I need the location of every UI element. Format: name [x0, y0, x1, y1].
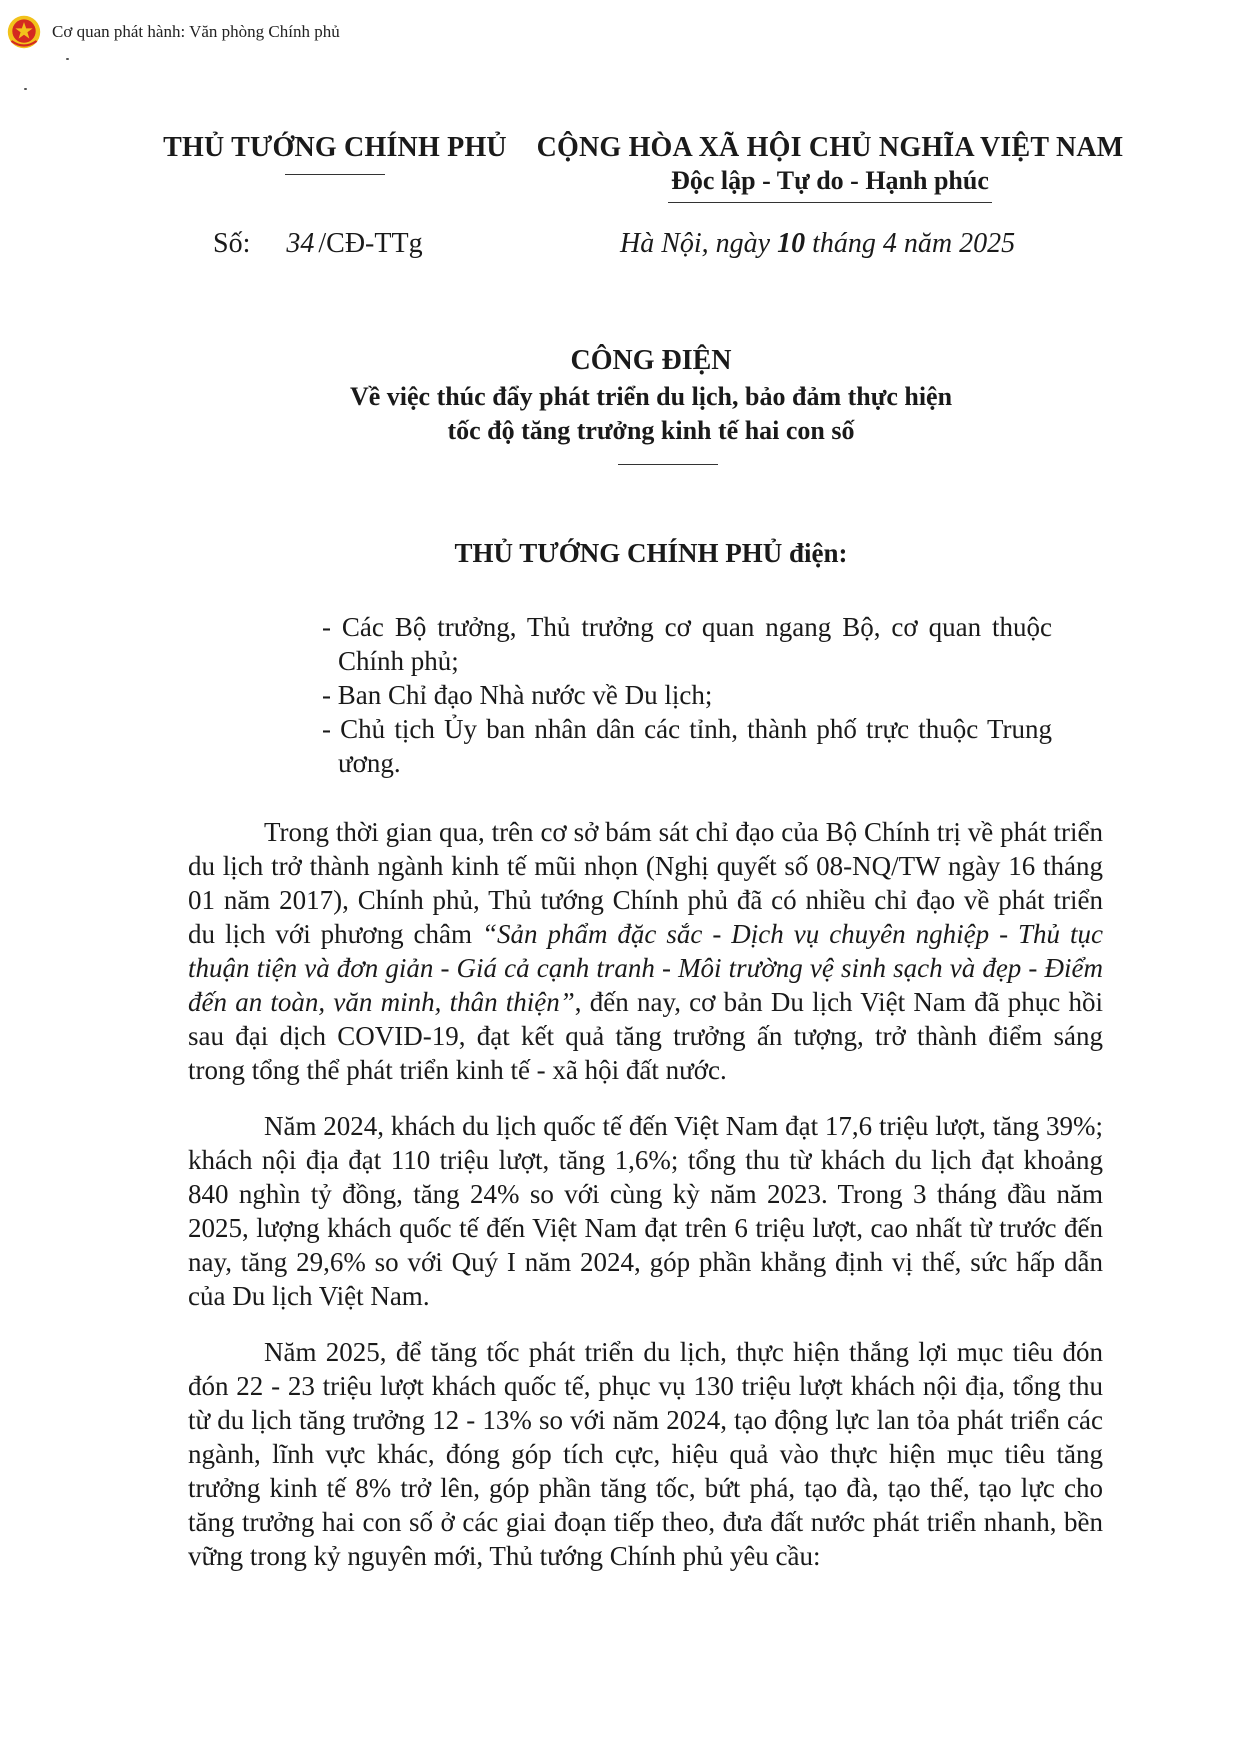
scan-speck — [24, 88, 27, 90]
national-motto: Độc lập - Tự do - Hạnh phúc — [671, 166, 989, 195]
date-month-label: tháng — [812, 228, 876, 259]
national-header — [520, 132, 1140, 203]
document-subject — [0, 380, 1242, 448]
agency-rule — [285, 174, 385, 175]
document-body — [188, 815, 1103, 1595]
list-item: - Các Bộ trưởng, Thủ trưởng cơ quan ngang Bộ, cơ quan thuộc Chính phủ; — [322, 612, 1052, 676]
date-month: 4 — [882, 228, 897, 259]
body-paragraph — [188, 815, 1103, 1087]
agency-name: THỦ TƯỚNG CHÍNH PHỦ — [163, 132, 507, 163]
scan-speck — [66, 58, 69, 60]
paragraph-text: , đến nay, cơ bản Du lịch Việt Nam đã phục hồi sau đại dịch COVID-19, đạt kết quả tăng trưởng ấn tượng, trở thành điểm sáng trong tổng thể phát triển kinh tế - xã hội đất nước. — [188, 987, 1103, 1085]
issuer-label: Cơ quan phát hành: Văn phòng Chính phủ — [52, 22, 340, 41]
date-day: 10 — [777, 228, 806, 259]
national-emblem-icon — [6, 14, 42, 50]
subject-line-1: Về việc thúc đẩy phát triển du lịch, bảo đảm thực hiện — [349, 382, 953, 411]
paragraph-text: Trong thời gian qua, trên cơ sở bám sát chỉ đạo của Bộ Chính trị về phát triển du lịch trở thành ngành kinh tế mũi nhọn (Nghị quyết số 08-NQ/TW ngày 16 tháng 01 năm 2017), Chính phủ, Thủ tướng Chính phủ đã có nhiều chỉ đạo về phát triển du lịch với phương châm — [188, 817, 1103, 949]
date-prefix: Hà Nội, ngày — [620, 228, 771, 259]
list-item: - Chủ tịch Ủy ban nhân dân các tỉnh, thành phố trực thuộc Trung ương. — [322, 714, 1052, 778]
body-paragraph — [188, 1335, 1103, 1573]
date-year: năm 2025 — [903, 228, 1016, 259]
number-suffix: /CĐ-TTg — [318, 228, 423, 259]
issuer-bar — [6, 12, 340, 52]
motto-rule — [668, 202, 992, 203]
list-item: - Ban Chỉ đạo Nhà nước về Du lịch; — [322, 680, 713, 710]
handwritten-number: 34 — [286, 228, 315, 259]
paragraph-text: Năm 2024, khách du lịch quốc tế đến Việt Nam đạt 17,6 triệu lượt, tăng 39%; khách nội địa đạt 110 triệu lượt, tăng 1,6%; tổng thu từ khách du lịch đạt khoảng 840 nghìn tỷ đồng, tăng 24% so với cùng kỳ năm 2023. Trong 3 tháng đầu năm 2025, lượng khách quốc tế đến Việt Nam đạt trên 6 triệu lượt, cao nhất từ trước đến nay, tăng 29,6% so với Quý I năm 2024, góp phần khẳng định vị thế, sức hấp dẫn của Du lịch Việt Nam. — [188, 1111, 1103, 1311]
body-paragraph — [188, 1109, 1103, 1313]
number-label: Số: — [213, 228, 251, 259]
document-date — [620, 228, 1015, 260]
document-number — [213, 228, 423, 260]
addressed-by: THỦ TƯỚNG CHÍNH PHỦ điện: — [454, 538, 848, 568]
subject-rule — [618, 464, 718, 465]
paragraph-text: Năm 2025, để tăng tốc phát triển du lịch, thực hiện thắng lợi mục tiêu đón đón 22 - 23 triệu lượt khách quốc tế, phục vụ 130 triệu lượt khách nội địa, tổng thu từ du lịch tăng trưởng 12 - 13% so với năm 2024, tạo động lực lan tỏa phát triển các ngành, lĩnh vực khác, đóng góp tích cực, hiệu quả vào thực hiện mục tiêu tăng trưởng kinh tế 8% trở lên, góp phần tăng tốc, bứt phá, tạo đà, tạo thế, tạo lực cho tăng trưởng hai con số ở các giai đoạn tiếp theo, đưa đất nước phát triển nhanh, bền vững trong kỷ nguyên mới, Thủ tướng Chính phủ yêu cầu: — [188, 1337, 1103, 1571]
recipient-list — [322, 610, 1052, 780]
paragraph-quote: “Sản phẩm đặc sắc - Dịch vụ chuyên nghiệp - Thủ tục thuận tiện và đơn giản - Giá cả cạnh tranh - Môi trường vệ sinh sạch và đẹp - Điểm đến an toàn, văn minh, thân thiện” — [188, 919, 1103, 1017]
document-type: CÔNG ĐIỆN — [570, 345, 732, 376]
subject-line-2: tốc độ tăng trưởng kinh tế hai con số — [447, 416, 855, 445]
national-title: CỘNG HÒA XÃ HỘI CHỦ NGHĨA VIỆT NAM — [536, 132, 1124, 163]
agency-header — [155, 132, 515, 175]
